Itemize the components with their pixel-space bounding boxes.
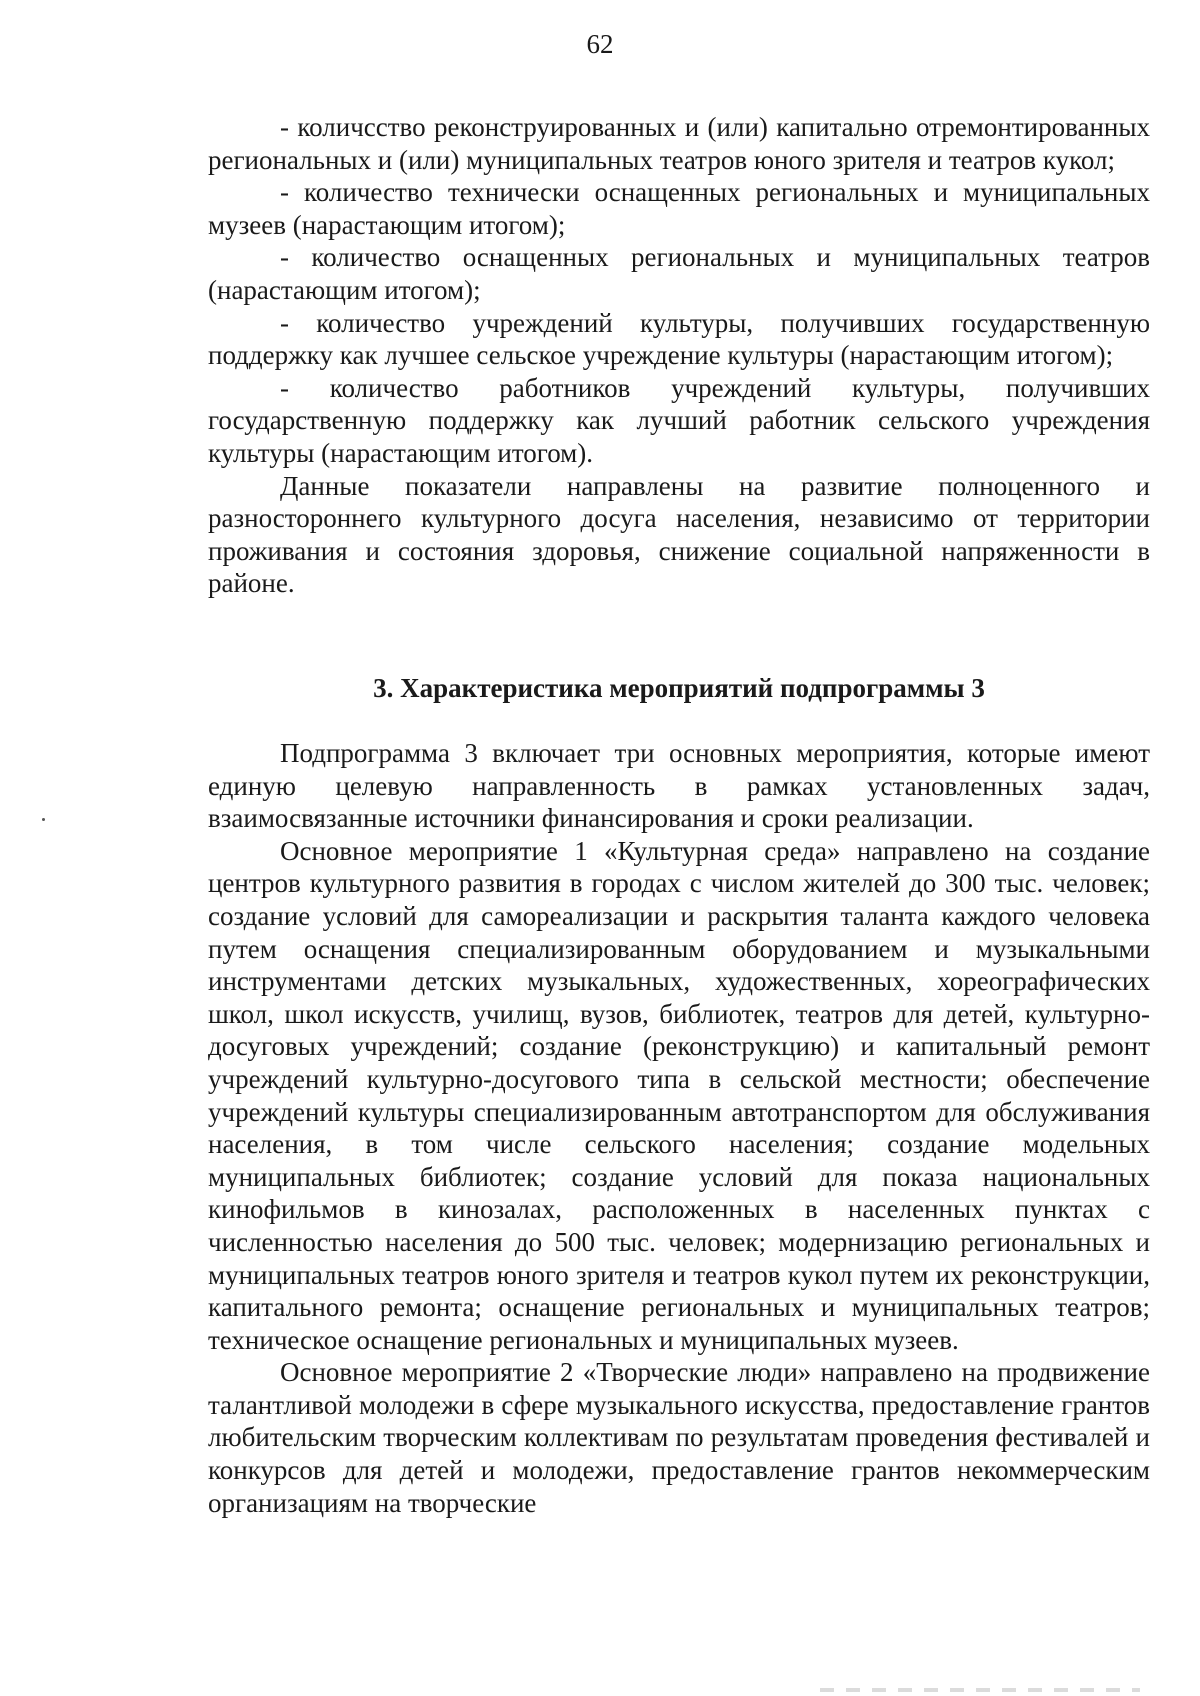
body-paragraph: Основное мероприятие 1 «Культурная среда» направлено на создание центров культурного развития в городах с числом жителей до 300 тыс. человек; создание условий для самореализации и раскрытия таланта каждого человека путем оснащения специализированным оборудованием и музыкальными инструментами детских музыкальных, художественных, хореографических школ, школ искусств, училищ, вузов, библиотек, театров для детей, культурно-досуговых учреждений; создание (реконструкцию) и капитальный ремонт учреждений культурно-досугового типа в сельской местности; обеспечение учреждений культуры специализированным автотранспортом для обслуживания населения, в том числе сельского населения; создание модельных муниципальных библиотек; создание условий для показа национальных кинофильмов в кинозалах, расположенных в населенных пунктах с численностью населения до 500 тыс. человек; модернизацию региональных и муниципальных театров юного зрителя и театров кукол путем их реконструкции, капитального ремонта; оснащение региональных и муниципальных театров; техническое оснащение региональных и муниципальных музеев. <box>208 835 1150 1355</box>
body-paragraph: Подпрограмма 3 включает три основных мероприятия, которые имеют единую целевую направленность в рамках установленных задач, взаимосвязанные источники финансирования и сроки реализации. <box>208 738 1150 834</box>
indicator-item: - количество учреждений культуры, получивших государственную поддержку как лучшее сельское учреждение культуры (нарастающим итогом); <box>208 307 1150 371</box>
indicator-item: - количество оснащенных региональных и муниципальных театров (нарастающим итогом); <box>208 242 1150 305</box>
section-body <box>208 737 1150 1519</box>
page-number: 62 <box>586 29 614 59</box>
section-heading: 3. Характеристика мероприятий подпрограммы 3 <box>373 673 985 703</box>
indicators-list <box>208 111 1150 600</box>
indicator-item: - количество технически оснащенных региональных и муниципальных музеев (нарастающим итогом); <box>208 177 1150 240</box>
body-paragraph: Данные показатели направлены на развитие полноценного и разностороннего культурного досуга населения, независимо от территории проживания и состояния здоровья, снижение социальной напряженности в районе. <box>208 470 1150 599</box>
indicator-item: - количcство реконструированных и (или) капитально отремонтированных региональных и (или) муниципальных театров юного зрителя и театров кукол; <box>208 112 1150 175</box>
indicator-item: - количество работников учреждений культуры, получивших государственную поддержку как лучший работник сельского учреждения культуры (нарастающим итогом). <box>208 372 1150 468</box>
scan-speck <box>42 818 45 821</box>
scan-edge-noise <box>820 1688 1140 1692</box>
body-paragraph: Основное мероприятие 2 «Творческие люди» направлено на продвижение талантливой молодежи в сфере музыкального искусства, предоставление грантов любительским творческим коллективам по результатам проведения фестивалей и конкурсов для детей и молодежи, предоставление грантов некоммерческим организациям на творческие <box>208 1357 1150 1518</box>
